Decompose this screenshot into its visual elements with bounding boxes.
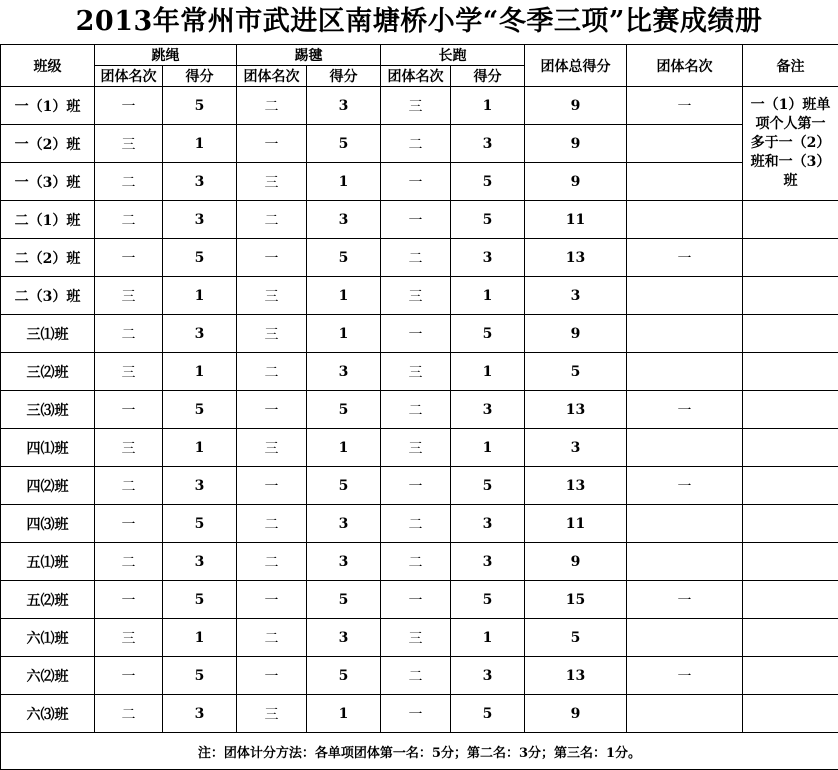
total-score: 9 bbox=[525, 87, 627, 125]
jump-rope-rank: 一 bbox=[95, 657, 163, 695]
total-score: 3 bbox=[525, 429, 627, 467]
table-row bbox=[1, 201, 838, 239]
total-score: 9 bbox=[525, 315, 627, 353]
long-run-rank: 一 bbox=[381, 581, 451, 619]
class-cell: 四⑵班 bbox=[1, 467, 95, 505]
shuttlecock-score: 1 bbox=[307, 277, 381, 315]
jump-rope-score: 3 bbox=[163, 543, 237, 581]
remarks-line: 项个人第一 bbox=[743, 115, 838, 134]
long-run-score: 5 bbox=[451, 581, 525, 619]
class-cell: 一（2）班 bbox=[1, 125, 95, 163]
class-cell: 一（1）班 bbox=[1, 87, 95, 125]
header-sc-rank: 团体名次 bbox=[237, 66, 307, 87]
shuttlecock-rank: 二 bbox=[237, 505, 307, 543]
table-row bbox=[1, 657, 838, 695]
jump-rope-rank: 三 bbox=[95, 429, 163, 467]
footnote-row bbox=[1, 733, 838, 770]
shuttlecock-score: 3 bbox=[307, 619, 381, 657]
table-row bbox=[1, 467, 838, 505]
overall-rank bbox=[627, 163, 743, 201]
jump-rope-rank: 一 bbox=[95, 391, 163, 429]
total-score: 13 bbox=[525, 467, 627, 505]
class-cell: 六⑶班 bbox=[1, 695, 95, 733]
jump-rope-score: 1 bbox=[163, 353, 237, 391]
table-row bbox=[1, 315, 838, 353]
overall-rank bbox=[627, 315, 743, 353]
class-cell: 六⑴班 bbox=[1, 619, 95, 657]
jump-rope-score: 5 bbox=[163, 581, 237, 619]
shuttlecock-rank: 二 bbox=[237, 619, 307, 657]
long-run-score: 1 bbox=[451, 429, 525, 467]
shuttlecock-rank: 三 bbox=[237, 315, 307, 353]
class-cell: 二（1）班 bbox=[1, 201, 95, 239]
remarks-line: 班和一（3） bbox=[743, 153, 838, 172]
overall-rank: 一 bbox=[627, 467, 743, 505]
header-total: 团体总得分 bbox=[525, 45, 627, 87]
long-run-score: 5 bbox=[451, 163, 525, 201]
remarks-cell bbox=[743, 87, 838, 201]
remarks-line: 班 bbox=[743, 172, 838, 191]
header-jr-score: 得分 bbox=[163, 66, 237, 87]
shuttlecock-score: 5 bbox=[307, 581, 381, 619]
jump-rope-score: 5 bbox=[163, 505, 237, 543]
page-title: 2013年常州市武进区南塘桥小学“冬季三项”比赛成绩册 bbox=[0, 0, 838, 44]
jump-rope-score: 5 bbox=[163, 657, 237, 695]
total-score: 9 bbox=[525, 543, 627, 581]
shuttlecock-score: 5 bbox=[307, 467, 381, 505]
class-cell: 五⑴班 bbox=[1, 543, 95, 581]
shuttlecock-rank: 一 bbox=[237, 391, 307, 429]
table-row bbox=[1, 429, 838, 467]
table-row bbox=[1, 543, 838, 581]
shuttlecock-score: 1 bbox=[307, 163, 381, 201]
overall-rank: 一 bbox=[627, 657, 743, 695]
jump-rope-rank: 一 bbox=[95, 239, 163, 277]
remarks-empty-cell bbox=[743, 201, 838, 239]
shuttlecock-rank: 一 bbox=[237, 239, 307, 277]
overall-rank bbox=[627, 429, 743, 467]
shuttlecock-rank: 二 bbox=[237, 87, 307, 125]
overall-rank bbox=[627, 201, 743, 239]
shuttlecock-score: 1 bbox=[307, 429, 381, 467]
table-row bbox=[1, 87, 838, 125]
remarks-empty-cell bbox=[743, 657, 838, 695]
score-table bbox=[0, 44, 838, 770]
remarks-line: 一（1）班单 bbox=[743, 96, 838, 115]
long-run-score: 5 bbox=[451, 315, 525, 353]
shuttlecock-rank: 三 bbox=[237, 277, 307, 315]
long-run-score: 3 bbox=[451, 239, 525, 277]
jump-rope-score: 3 bbox=[163, 201, 237, 239]
jump-rope-rank: 二 bbox=[95, 467, 163, 505]
long-run-rank: 二 bbox=[381, 505, 451, 543]
total-score: 11 bbox=[525, 201, 627, 239]
long-run-score: 5 bbox=[451, 467, 525, 505]
jump-rope-rank: 三 bbox=[95, 619, 163, 657]
overall-rank: 一 bbox=[627, 391, 743, 429]
long-run-score: 3 bbox=[451, 391, 525, 429]
shuttlecock-rank: 一 bbox=[237, 467, 307, 505]
long-run-score: 1 bbox=[451, 353, 525, 391]
long-run-rank: 三 bbox=[381, 277, 451, 315]
jump-rope-score: 3 bbox=[163, 315, 237, 353]
header-jr-rank: 团体名次 bbox=[95, 66, 163, 87]
long-run-score: 1 bbox=[451, 87, 525, 125]
overall-rank bbox=[627, 505, 743, 543]
class-cell: 六⑵班 bbox=[1, 657, 95, 695]
overall-rank bbox=[627, 277, 743, 315]
class-cell: 三⑴班 bbox=[1, 315, 95, 353]
shuttlecock-score: 3 bbox=[307, 505, 381, 543]
total-score: 11 bbox=[525, 505, 627, 543]
class-cell: 四⑶班 bbox=[1, 505, 95, 543]
header-sc-score: 得分 bbox=[307, 66, 381, 87]
remarks-empty-cell bbox=[743, 277, 838, 315]
jump-rope-rank: 一 bbox=[95, 87, 163, 125]
jump-rope-score: 3 bbox=[163, 163, 237, 201]
class-cell: 五⑵班 bbox=[1, 581, 95, 619]
shuttlecock-rank: 三 bbox=[237, 163, 307, 201]
header-long-run: 长跑 bbox=[381, 45, 525, 66]
jump-rope-rank: 三 bbox=[95, 125, 163, 163]
jump-rope-score: 1 bbox=[163, 277, 237, 315]
table-row bbox=[1, 277, 838, 315]
jump-rope-rank: 三 bbox=[95, 277, 163, 315]
shuttlecock-score: 5 bbox=[307, 657, 381, 695]
jump-rope-score: 1 bbox=[163, 429, 237, 467]
header-remarks: 备注 bbox=[743, 45, 838, 87]
shuttlecock-rank: 二 bbox=[237, 201, 307, 239]
table-row bbox=[1, 239, 838, 277]
header-overall-rank: 团体名次 bbox=[627, 45, 743, 87]
jump-rope-score: 1 bbox=[163, 125, 237, 163]
table-row bbox=[1, 581, 838, 619]
long-run-rank: 一 bbox=[381, 315, 451, 353]
overall-rank: 一 bbox=[627, 239, 743, 277]
jump-rope-rank: 二 bbox=[95, 201, 163, 239]
long-run-rank: 二 bbox=[381, 125, 451, 163]
jump-rope-rank: 二 bbox=[95, 163, 163, 201]
class-cell: 二（2）班 bbox=[1, 239, 95, 277]
long-run-score: 3 bbox=[451, 125, 525, 163]
class-cell: 三⑵班 bbox=[1, 353, 95, 391]
remarks-empty-cell bbox=[743, 543, 838, 581]
total-score: 9 bbox=[525, 163, 627, 201]
overall-rank bbox=[627, 619, 743, 657]
long-run-rank: 三 bbox=[381, 429, 451, 467]
long-run-rank: 一 bbox=[381, 467, 451, 505]
remarks-empty-cell bbox=[743, 695, 838, 733]
table-row bbox=[1, 125, 838, 163]
total-score: 5 bbox=[525, 353, 627, 391]
class-cell: 一（3）班 bbox=[1, 163, 95, 201]
footnote: 注：团体计分方法：各单项团体第一名：5分；第二名：3分；第三名：1分。 bbox=[1, 733, 838, 770]
total-score: 5 bbox=[525, 619, 627, 657]
jump-rope-score: 5 bbox=[163, 239, 237, 277]
jump-rope-score: 5 bbox=[163, 87, 237, 125]
remarks-empty-cell bbox=[743, 315, 838, 353]
jump-rope-rank: 三 bbox=[95, 353, 163, 391]
long-run-score: 5 bbox=[451, 695, 525, 733]
total-score: 9 bbox=[525, 695, 627, 733]
total-score: 9 bbox=[525, 125, 627, 163]
long-run-rank: 一 bbox=[381, 163, 451, 201]
shuttlecock-score: 1 bbox=[307, 315, 381, 353]
header-class: 班级 bbox=[1, 45, 95, 87]
total-score: 15 bbox=[525, 581, 627, 619]
overall-rank: 一 bbox=[627, 581, 743, 619]
overall-rank bbox=[627, 695, 743, 733]
long-run-rank: 一 bbox=[381, 201, 451, 239]
total-score: 13 bbox=[525, 391, 627, 429]
jump-rope-rank: 二 bbox=[95, 543, 163, 581]
class-cell: 三⑶班 bbox=[1, 391, 95, 429]
table-row bbox=[1, 505, 838, 543]
overall-rank: 一 bbox=[627, 87, 743, 125]
remarks-empty-cell bbox=[743, 239, 838, 277]
jump-rope-rank: 二 bbox=[95, 315, 163, 353]
jump-rope-score: 3 bbox=[163, 467, 237, 505]
long-run-rank: 二 bbox=[381, 657, 451, 695]
jump-rope-score: 3 bbox=[163, 695, 237, 733]
total-score: 13 bbox=[525, 657, 627, 695]
header-row-top bbox=[1, 45, 838, 66]
class-cell: 二（3）班 bbox=[1, 277, 95, 315]
long-run-score: 1 bbox=[451, 619, 525, 657]
jump-rope-rank: 二 bbox=[95, 695, 163, 733]
shuttlecock-score: 3 bbox=[307, 201, 381, 239]
header-jump-rope: 跳绳 bbox=[95, 45, 237, 66]
long-run-score: 3 bbox=[451, 543, 525, 581]
shuttlecock-score: 3 bbox=[307, 353, 381, 391]
jump-rope-rank: 一 bbox=[95, 505, 163, 543]
remarks-empty-cell bbox=[743, 391, 838, 429]
long-run-score: 3 bbox=[451, 505, 525, 543]
shuttlecock-rank: 三 bbox=[237, 429, 307, 467]
long-run-rank: 二 bbox=[381, 239, 451, 277]
remarks-empty-cell bbox=[743, 619, 838, 657]
overall-rank bbox=[627, 353, 743, 391]
shuttlecock-rank: 一 bbox=[237, 125, 307, 163]
long-run-rank: 二 bbox=[381, 391, 451, 429]
shuttlecock-score: 1 bbox=[307, 695, 381, 733]
class-cell: 四⑴班 bbox=[1, 429, 95, 467]
shuttlecock-rank: 一 bbox=[237, 657, 307, 695]
overall-rank bbox=[627, 543, 743, 581]
long-run-score: 3 bbox=[451, 657, 525, 695]
table-row bbox=[1, 391, 838, 429]
table-row bbox=[1, 353, 838, 391]
shuttlecock-rank: 三 bbox=[237, 695, 307, 733]
shuttlecock-score: 5 bbox=[307, 391, 381, 429]
long-run-rank: 三 bbox=[381, 353, 451, 391]
table-row bbox=[1, 163, 838, 201]
long-run-rank: 三 bbox=[381, 619, 451, 657]
long-run-rank: 三 bbox=[381, 87, 451, 125]
remarks-empty-cell bbox=[743, 505, 838, 543]
long-run-rank: 二 bbox=[381, 543, 451, 581]
remarks-line: 多于一（2） bbox=[743, 134, 838, 153]
remarks-empty-cell bbox=[743, 353, 838, 391]
total-score: 13 bbox=[525, 239, 627, 277]
remarks-empty-cell bbox=[743, 467, 838, 505]
shuttlecock-score: 3 bbox=[307, 87, 381, 125]
jump-rope-score: 1 bbox=[163, 619, 237, 657]
remarks-empty-cell bbox=[743, 429, 838, 467]
table-row bbox=[1, 619, 838, 657]
table-row bbox=[1, 695, 838, 733]
long-run-rank: 一 bbox=[381, 695, 451, 733]
remarks-empty-cell bbox=[743, 581, 838, 619]
jump-rope-rank: 一 bbox=[95, 581, 163, 619]
shuttlecock-rank: 二 bbox=[237, 353, 307, 391]
overall-rank bbox=[627, 125, 743, 163]
long-run-score: 1 bbox=[451, 277, 525, 315]
header-lr-rank: 团体名次 bbox=[381, 66, 451, 87]
shuttlecock-score: 5 bbox=[307, 125, 381, 163]
shuttlecock-score: 5 bbox=[307, 239, 381, 277]
header-shuttlecock: 踢毽 bbox=[237, 45, 381, 66]
header-lr-score: 得分 bbox=[451, 66, 525, 87]
jump-rope-score: 5 bbox=[163, 391, 237, 429]
shuttlecock-score: 3 bbox=[307, 543, 381, 581]
shuttlecock-rank: 一 bbox=[237, 581, 307, 619]
long-run-score: 5 bbox=[451, 201, 525, 239]
total-score: 3 bbox=[525, 277, 627, 315]
shuttlecock-rank: 二 bbox=[237, 543, 307, 581]
